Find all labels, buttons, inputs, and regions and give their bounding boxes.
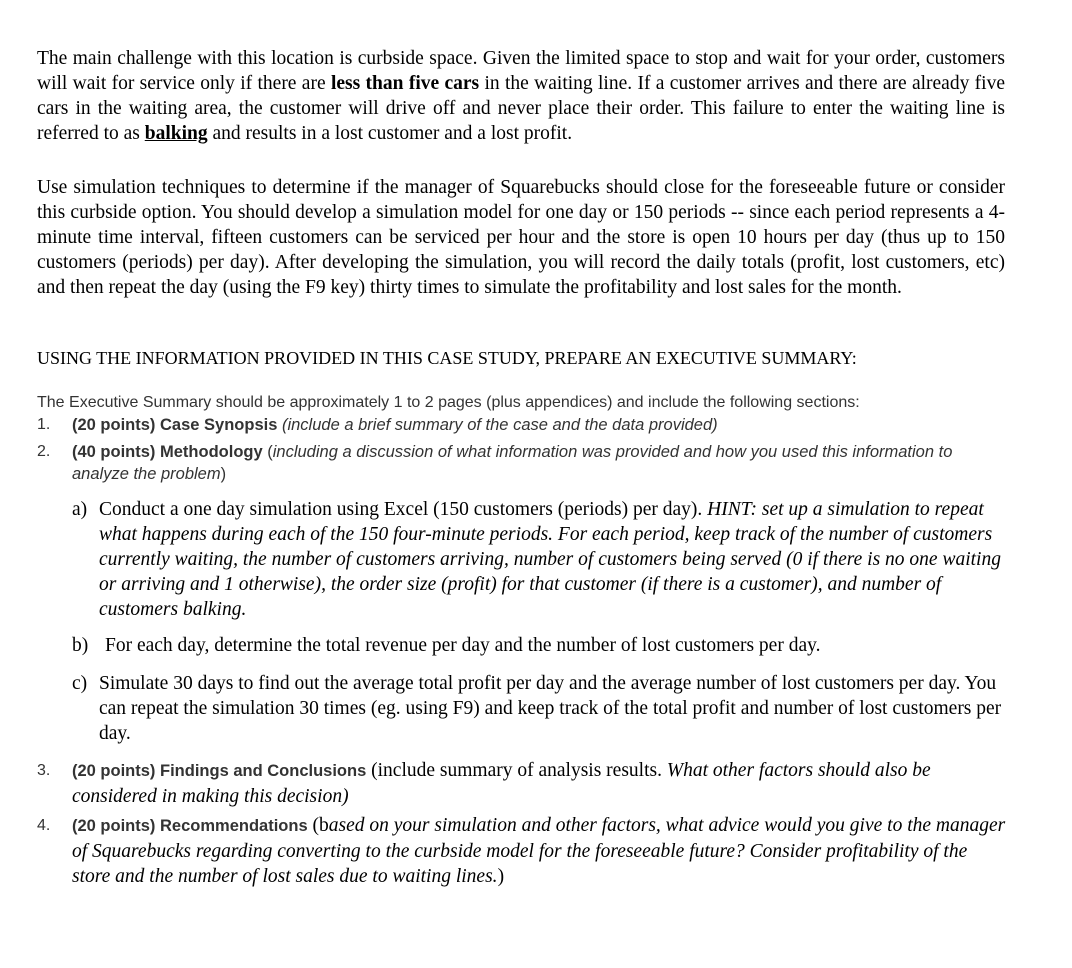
subitem-label: c) [72, 673, 88, 694]
section-description: including a discussion of what information was provided and how you used this information to analyze the problem [72, 443, 953, 483]
section-title: (20 points) Findings and Conclusions [72, 762, 367, 780]
section-title: (40 points) Methodology [72, 443, 263, 461]
paren-close: ) [497, 866, 505, 887]
section-description: (include a brief summary of the case and the data provided) [277, 416, 718, 434]
section-title: (20 points) Recommendations [72, 817, 308, 835]
section-recommendations [72, 813, 1007, 889]
subitem-c [72, 671, 1002, 746]
intro-text-part: in the waiting line. If a customer arrives and there are already five cars in the waiting area, the customer will drive off and never place their order. This failure to enter the waiting line is referred to as [37, 73, 1006, 144]
subitem-b [72, 633, 1002, 658]
intro-text-part: The main challenge with this location is curbside space. Given the limited space to stop and wait for your order, customers will wait for service only if there are [37, 48, 1005, 94]
executive-summary-heading: USING THE INFORMATION PROVIDED IN THIS CASE STUDY, PREPARE AN EXECUTIVE SUMMARY: [37, 348, 857, 368]
subitem-plain: Conduct a one day simulation using Excel (150 customers (periods) per day). [99, 499, 708, 520]
section-number: 1. [37, 416, 51, 433]
section-methodology [72, 441, 1002, 485]
intro-paragraph-curbside [37, 46, 1005, 146]
intro-paragraph-simulation: Use simulation techniques to determine if the manager of Squarebucks should close for the foreseeable future or consider this curbside option. You should develop a simulation model for one day or 150 periods -- since each period represents a 4-minute time interval, fifteen customers can be serviced per hour and the store is open 10 hours per day (thus up to 150 customers (periods) per day). After developing the simulation, you will record the daily totals (profit, lost customers, etc) and then repeat the day (using the F9 key) thirty times to simulate the profitability and lost sales for the month. [37, 177, 1005, 298]
section-case-synopsis [72, 414, 1032, 436]
subitem-text [99, 497, 1002, 622]
section-plain: (b [307, 815, 329, 836]
subitem-text: Simulate 30 days to find out the average total profit per day and the average number of lost customers per day. You can repeat the simulation 30 times (eg. using F9) and keep track of the total profit and number of lost customers per day. [99, 673, 1002, 744]
intro-text-part: and results in a lost customer and a lost profit. [207, 123, 573, 144]
paren-open: ( [262, 443, 273, 461]
subitem-hint: HINT: set up a simulation to repeat what happens during each of the 150 four-minute periods. For each period, keep track of the number of customers currently waiting, the number of customers arriving, number of customers being served (0 if there is no one waiting or arriving and 1 otherwise), the order size (profit) for that customer (if there is a customer), and number of customers balking. [99, 499, 1001, 620]
paren-close: ) [220, 465, 227, 483]
bold-less-than-five-cars: less than five cars [330, 73, 480, 94]
section-number: 2. [37, 443, 51, 460]
section-number: 4. [37, 817, 51, 834]
subitem-text: For each day, determine the total revenue per day and the number of lost customers per day. [105, 635, 821, 656]
summary-intro-text: The Executive Summary should be approximately 1 to 2 pages (plus appendices) and include the following sections: [37, 394, 860, 411]
subitem-label: a) [72, 499, 88, 520]
section-findings [72, 758, 1002, 809]
section-number: 3. [37, 762, 51, 779]
subitem-a [72, 497, 1002, 622]
section-description: What other factors should also be considered in making this decision) [72, 760, 931, 807]
subitem-label: b) [72, 635, 89, 656]
underlined-balking-term: balking [144, 123, 208, 144]
section-title: (20 points) Case Synopsis [72, 416, 278, 434]
section-description: ased on your simulation and other factors, what advice would you give to the manager of Squarebucks regarding converting to the curbside model for the foreseeable future? Consider profitability of the store and the number of lost sales due to waiting lines. [72, 815, 1006, 887]
section-plain: (include summary of analysis results. [366, 760, 667, 781]
